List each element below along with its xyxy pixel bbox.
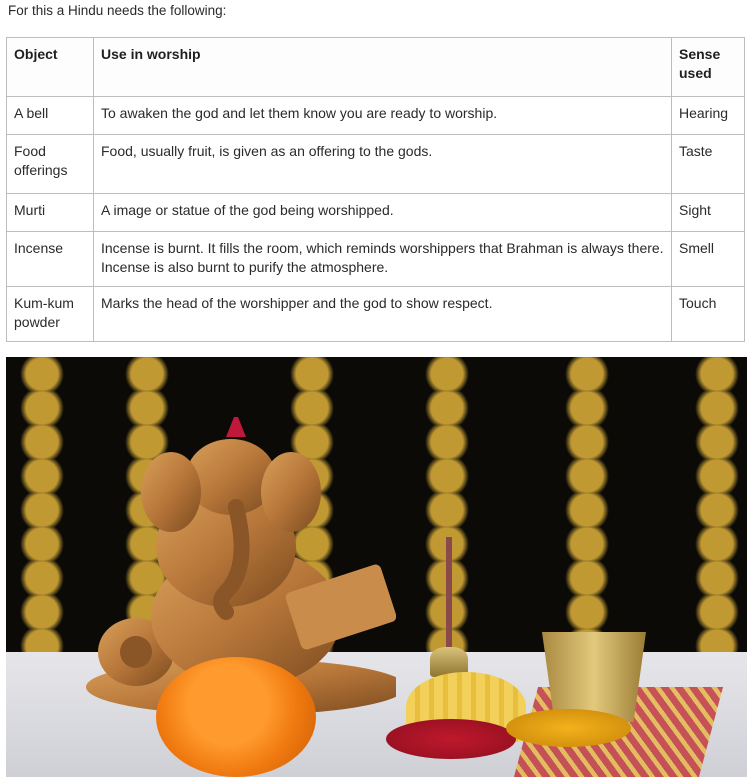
cell-use: Incense is burnt. It fills the room, which reminds worshippers that Brahman is always there. Incense is also burnt to purify the atmosphere. — [94, 232, 672, 287]
marigold-flower — [156, 657, 316, 777]
incense-stick — [446, 537, 452, 657]
header-object: Object — [7, 38, 94, 97]
table-header-row — [7, 38, 745, 97]
cell-sense: Sight — [672, 194, 745, 232]
cell-sense: Taste — [672, 135, 745, 194]
cell-object: Incense — [7, 232, 94, 287]
cell-use: To awaken the god and let them know you are ready to worship. — [94, 97, 672, 135]
marigold-garland — [556, 357, 618, 657]
cell-sense: Hearing — [672, 97, 745, 135]
turmeric-powder — [506, 709, 631, 747]
table-row — [7, 232, 745, 287]
cell-object: A bell — [7, 97, 94, 135]
cell-sense: Touch — [672, 287, 745, 342]
header-use: Use in worship — [94, 38, 672, 97]
intro-text: For this a Hindu needs the following: — [8, 3, 227, 18]
cell-sense: Smell — [672, 232, 745, 287]
header-sense: Sense used — [672, 38, 745, 97]
worship-items-table — [6, 37, 745, 342]
cell-object: Food offerings — [7, 135, 94, 194]
marigold-garland — [686, 357, 747, 657]
table-row — [7, 135, 745, 194]
table-row — [7, 287, 745, 342]
cell-use: Food, usually fruit, is given as an offering to the gods. — [94, 135, 672, 194]
kumkum-powder — [386, 719, 516, 759]
cell-object: Kum-kum powder — [7, 287, 94, 342]
marigold-garland — [11, 357, 73, 657]
table-row — [7, 97, 745, 135]
cell-use: A image or statue of the god being worshipped. — [94, 194, 672, 232]
cell-object: Murti — [7, 194, 94, 232]
worship-photo — [6, 357, 747, 777]
cell-use: Marks the head of the worshipper and the god to show respect. — [94, 287, 672, 342]
table-row — [7, 194, 745, 232]
